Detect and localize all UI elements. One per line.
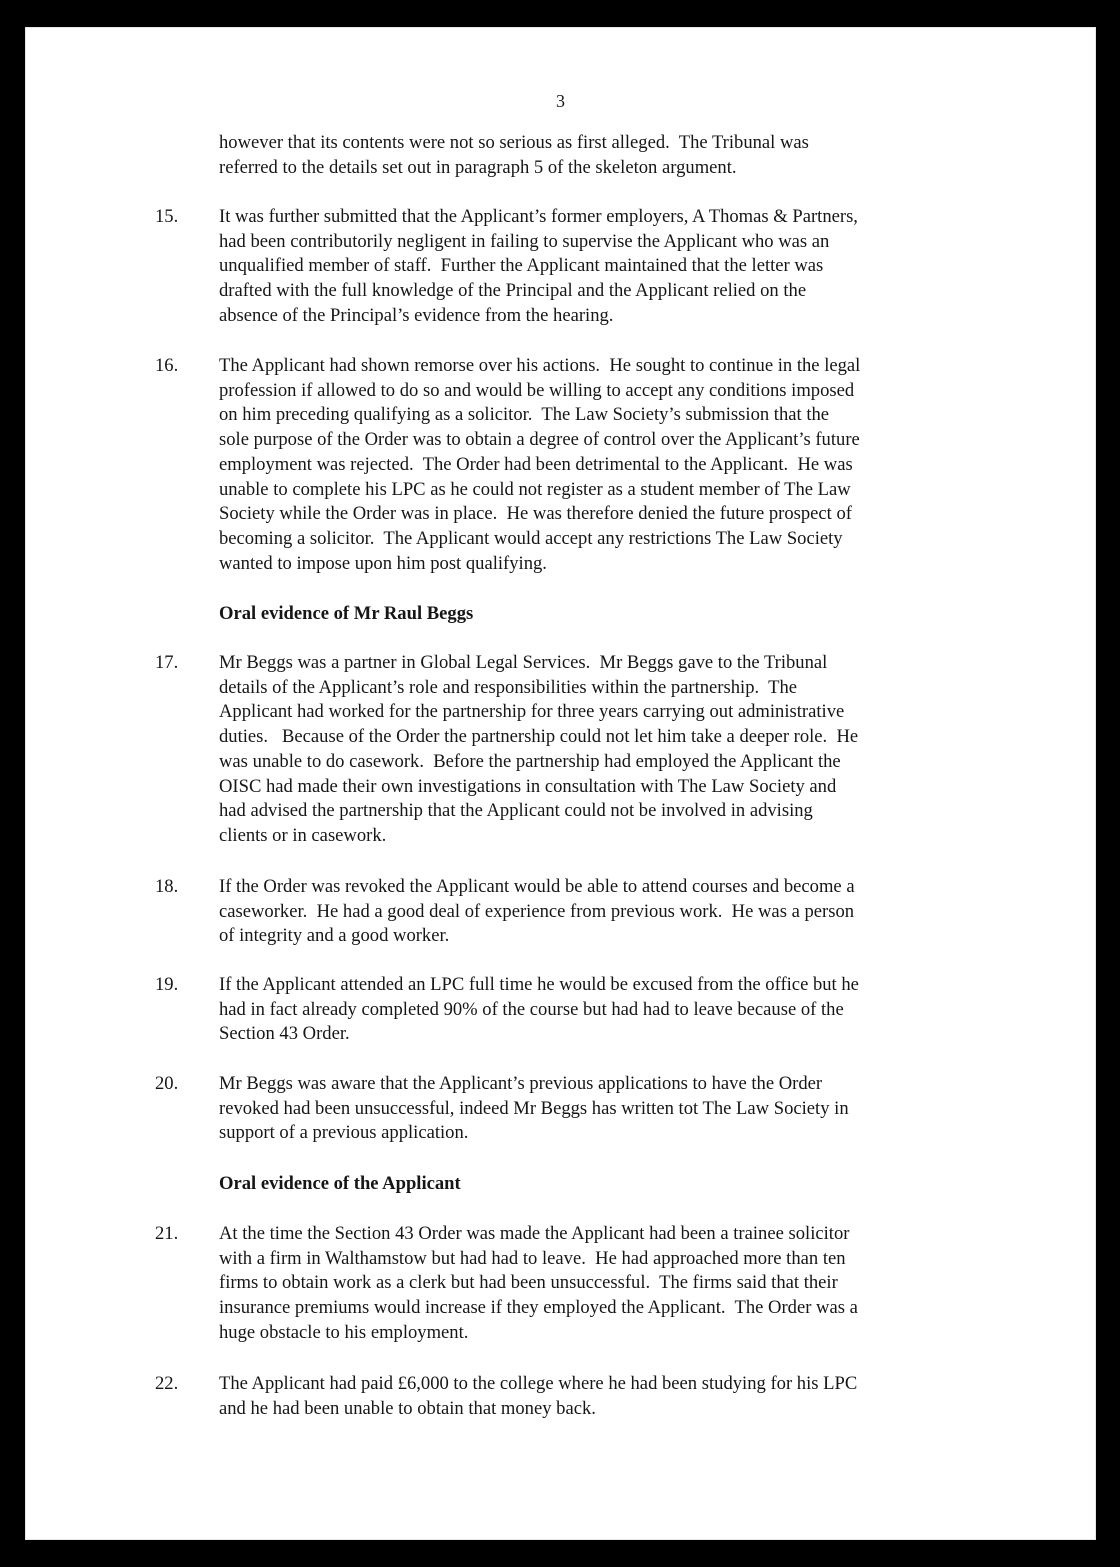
text-line: becoming a solicitor. The Applicant would accept any restrictions The Law Society	[219, 527, 843, 549]
text-line: firms to obtain work as a clerk but had been unsuccessful. The firms said that their	[219, 1272, 838, 1294]
paragraph-number: 21.	[155, 1223, 179, 1244]
document-page	[25, 27, 1096, 1540]
section-heading-beggs: Oral evidence of Mr Raul Beggs	[219, 603, 474, 624]
text-line: Society while the Order was in place. He was therefore denied the future prospect of	[219, 503, 852, 525]
text-line: Mr Beggs was aware that the Applicant’s previous applications to have the Order	[219, 1073, 823, 1094]
text-line: with a firm in Walthamstow but had had to leave. He had approached more than ten	[219, 1247, 846, 1269]
text-line: The Applicant had shown remorse over his actions. He sought to continue in the legal	[219, 355, 861, 376]
text-line: details of the Applicant’s role and responsibilities within the partnership. The	[219, 676, 798, 698]
text-line: caseworker. He had a good deal of experience from previous work. He was a person	[219, 900, 855, 922]
paragraph-number: 19.	[155, 974, 179, 995]
text-line: At the time the Section 43 Order was made the Applicant had been a trainee solicitor	[219, 1223, 850, 1244]
text-line: OISC had made their own investigations in consultation with The Law Society and	[219, 775, 837, 797]
text-line: Section 43 Order.	[219, 1023, 350, 1045]
text-line: drafted with the full knowledge of the Principal and the Applicant relied on the	[219, 280, 807, 302]
text-line: huge obstacle to his employment.	[219, 1321, 469, 1343]
text-line: Applicant had worked for the partnership for three years carrying out administrative	[219, 701, 845, 723]
text-line: had been contributorily negligent in failing to supervise the Applicant who was an	[219, 230, 830, 252]
text-line: unqualified member of staff. Further the Applicant maintained that the letter was	[219, 255, 824, 277]
text-line: profession if allowed to do so and would be willing to accept any conditions imposed	[219, 379, 855, 401]
paragraph-number: 20.	[155, 1073, 179, 1094]
text-line: support of a previous application.	[219, 1122, 469, 1144]
paragraph-number: 17.	[155, 652, 179, 673]
text-line: wanted to impose upon him post qualifying.	[219, 552, 547, 574]
text-line: referred to the details set out in paragraph 5 of the skeleton argument.	[219, 156, 737, 178]
text-line: insurance premiums would increase if they employed the Applicant. The Order was a	[219, 1297, 858, 1319]
text-line: had advised the partnership that the Applicant could not be involved in advising	[219, 800, 813, 822]
page-number: 3	[556, 91, 565, 111]
text-line: absence of the Principal’s evidence from the hearing.	[219, 304, 614, 326]
text-line: and he had been unable to obtain that money back.	[219, 1397, 596, 1419]
text-line: on him preceding qualifying as a solicitor. The Law Society’s submission that the	[219, 404, 830, 426]
text-line: It was further submitted that the Applicant’s former employers, A Thomas & Partners,	[219, 206, 858, 227]
text-line: unable to complete his LPC as he could not register as a student member of The Law	[219, 478, 851, 500]
paragraph-number: 18.	[155, 876, 179, 897]
paragraph-number: 16.	[155, 355, 179, 376]
text-line: of integrity and a good worker.	[219, 925, 450, 947]
text-line: however that its contents were not so serious as first alleged. The Tribunal was	[219, 132, 809, 153]
section-heading-applicant: Oral evidence of the Applicant	[219, 1173, 461, 1194]
text-line: The Applicant had paid £6,000 to the college where he had been studying for his LPC	[219, 1373, 858, 1394]
text-line: revoked had been unsuccessful, indeed Mr Beggs has written tot The Law Society in	[219, 1097, 849, 1119]
paragraph-number: 22.	[155, 1373, 179, 1394]
text-line: If the Order was revoked the Applicant would be able to attend courses and become a	[219, 876, 855, 897]
text-line: was unable to do casework. Before the partnership had employed the Applicant the	[219, 750, 841, 772]
text-line: If the Applicant attended an LPC full time he would be excused from the office but he	[219, 974, 859, 995]
text-line: clients or in casework.	[219, 824, 387, 846]
text-line: had in fact already completed 90% of the course but had had to leave because of the	[219, 998, 844, 1020]
text-line: Mr Beggs was a partner in Global Legal Services. Mr Beggs gave to the Tribunal	[219, 652, 828, 673]
paragraph-number: 15.	[155, 206, 179, 227]
text-line: employment was rejected. The Order had been detrimental to the Applicant. He was	[219, 453, 853, 475]
text-line: duties. Because of the Order the partnership could not let him take a deeper role. He	[219, 726, 859, 748]
text-line: sole purpose of the Order was to obtain a degree of control over the Applicant’s future	[219, 429, 860, 451]
